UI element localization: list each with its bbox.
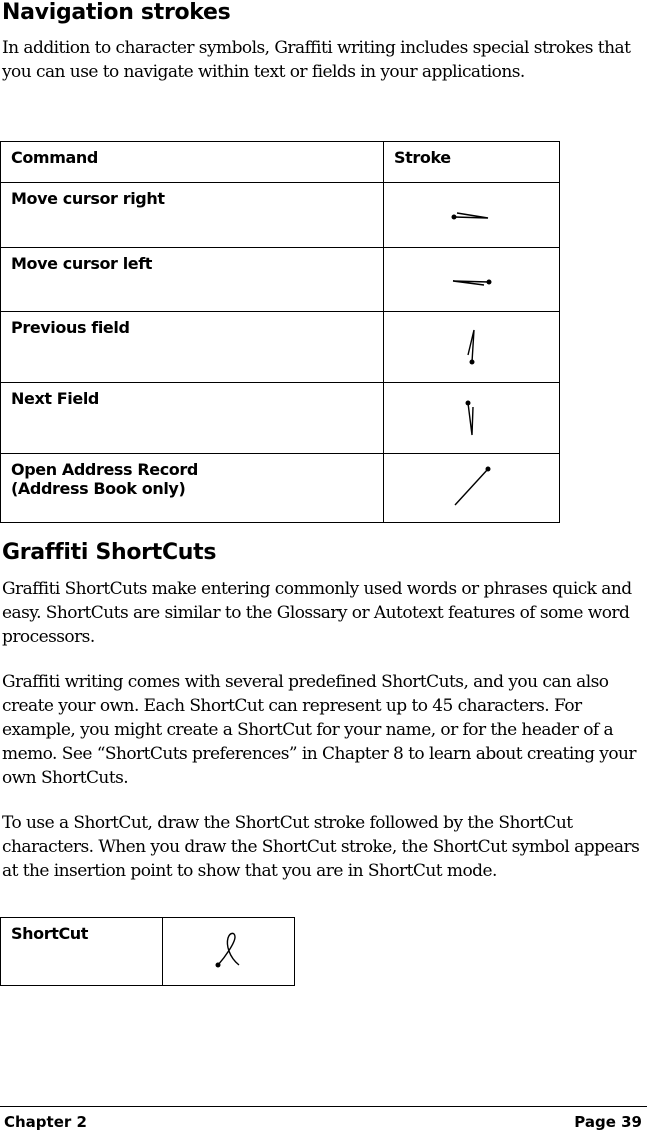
command-cell: Move cursor left xyxy=(1,248,384,312)
shortcut-label: ShortCut xyxy=(1,918,163,986)
shortcuts-heading: Graffiti ShortCuts xyxy=(2,540,217,565)
command-cell: Next Field xyxy=(1,383,384,454)
shortcut-stroke-icon xyxy=(209,929,249,975)
command-cell: Move cursor right xyxy=(1,183,384,248)
table-row xyxy=(1,183,560,248)
nav-heading: Navigation strokes xyxy=(2,0,231,25)
footer-divider xyxy=(0,1106,647,1107)
shortcuts-paragraph: Graffiti ShortCuts make entering commonly used words or phrases quick and easy. ShortCuts are similar to the Glossary or Autotext features of some word processors. xyxy=(2,579,632,647)
footer-chapter: Chapter 2 xyxy=(4,1113,87,1131)
command-header: Command xyxy=(1,142,384,183)
table-row xyxy=(1,248,560,312)
command-cell: Previous field xyxy=(1,312,384,383)
stroke-left-icon xyxy=(442,265,502,295)
table-row xyxy=(1,312,560,383)
command-line: (Address Book only) xyxy=(11,479,186,498)
nav-intro: In addition to character symbols, Graffiti writing includes special strokes that you can use to navigate within text or fields in your applications. xyxy=(2,38,631,82)
stroke-diagonal-icon xyxy=(447,463,497,513)
table-header-row xyxy=(1,142,560,183)
stroke-header: Stroke xyxy=(384,142,560,183)
shortcut-table xyxy=(0,917,295,986)
command-cell xyxy=(1,454,384,523)
table-row xyxy=(1,454,560,523)
navigation-strokes-table xyxy=(0,141,560,523)
shortcuts-paragraph: To use a ShortCut, draw the ShortCut stroke followed by the ShortCut characters. When you draw the ShortCut stroke, the ShortCut symbol appears at the insertion point to show that you are in ShortCut mode. xyxy=(2,813,640,881)
stroke-up-icon xyxy=(457,322,487,372)
table-row xyxy=(1,383,560,454)
footer-page-number: Page 39 xyxy=(574,1113,642,1131)
shortcuts-paragraph: Graffiti writing comes with several predefined ShortCuts, and you can also create your own. Each ShortCut can represent up to 45 characters. For example, you might create a ShortCut for your name, or for the header of a memo. See “ShortCuts preferences” in Chapter 8 to learn about creating your own ShortCuts. xyxy=(2,672,637,788)
stroke-down-icon xyxy=(457,393,487,443)
command-line: Open Address Record xyxy=(11,460,198,479)
table-row xyxy=(1,918,295,986)
stroke-right-icon xyxy=(442,200,502,230)
